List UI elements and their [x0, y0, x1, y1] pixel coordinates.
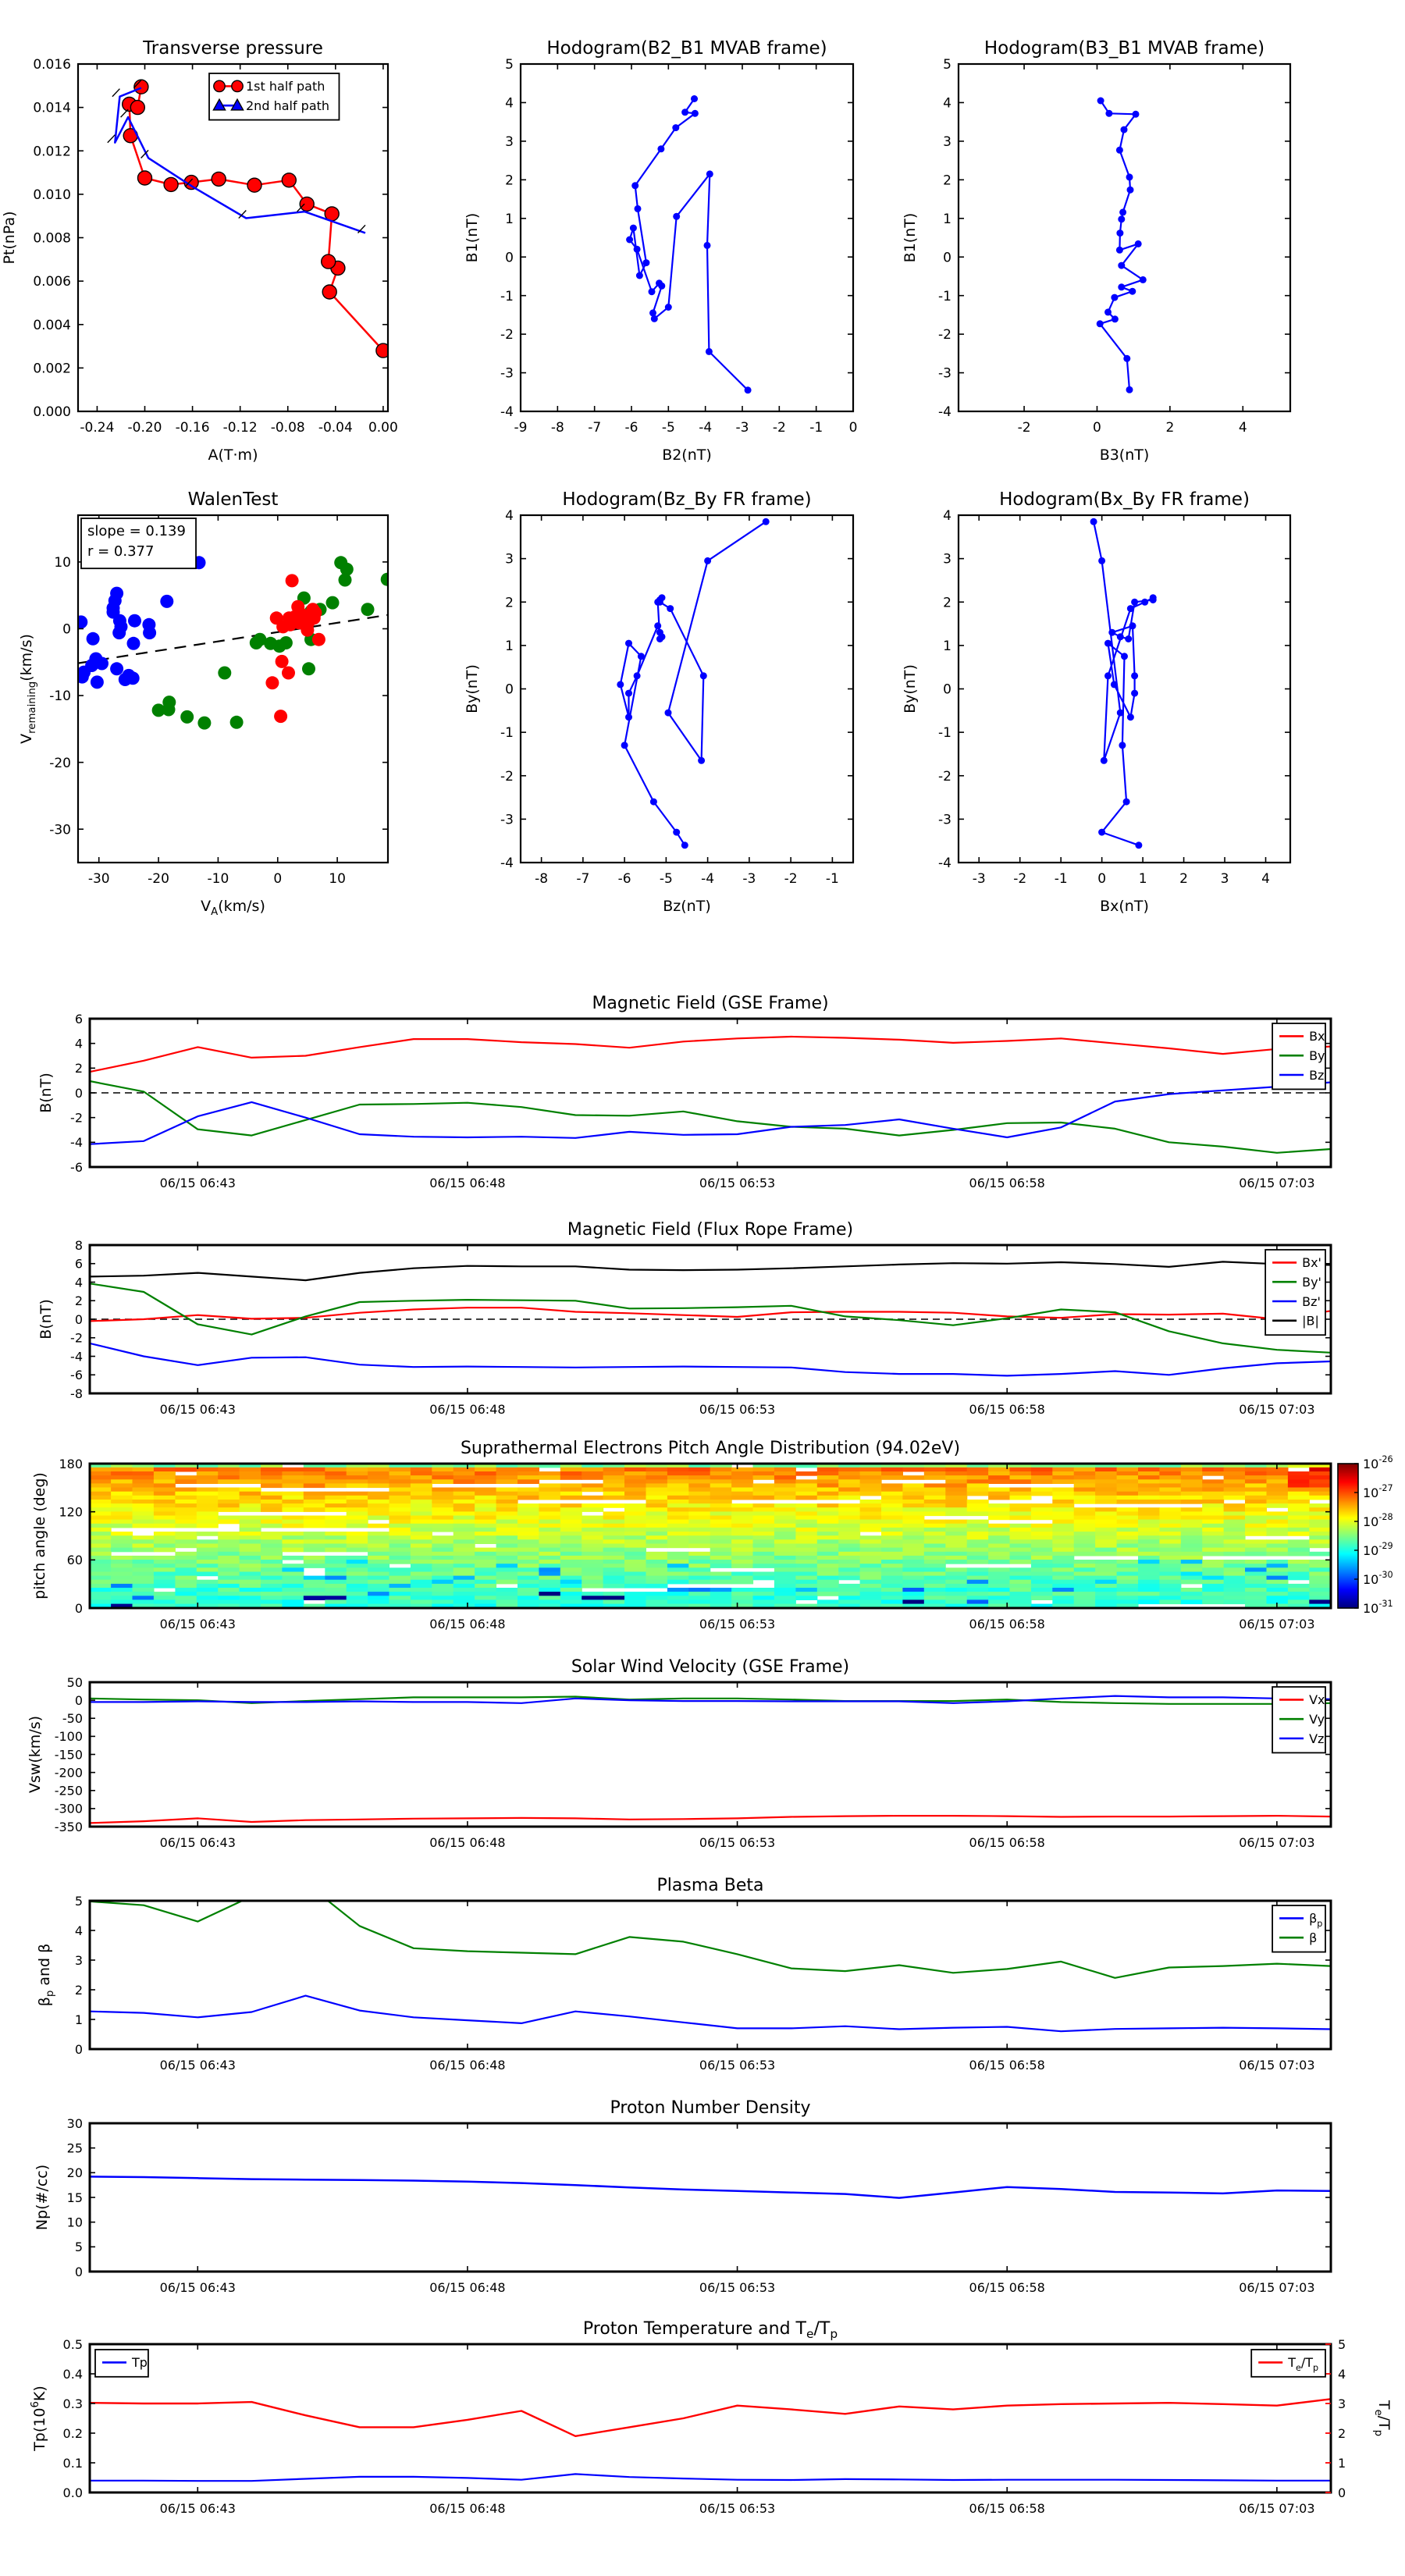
svg-text:WalenTest: WalenTest	[187, 489, 279, 510]
svg-text:Hodogram(B2_B1 MVAB frame): Hodogram(B2_B1 MVAB frame)	[546, 38, 827, 59]
svg-text:β: β	[1309, 1930, 1318, 1945]
svg-text:B(nT): B(nT)	[37, 1073, 55, 1113]
chart-beta	[36, 1876, 1331, 2073]
svg-text:0: 0	[943, 681, 951, 698]
svg-text:2: 2	[1179, 871, 1188, 887]
svg-text:VA​(km/s): $V_A(km/s)$	[201, 898, 265, 918]
svg-text:4: 4	[505, 508, 514, 525]
svg-text:-7: -7	[576, 871, 590, 887]
chart-b-gse-series-by	[90, 1081, 1331, 1153]
chart-walen-test-series-group-2	[152, 556, 394, 729]
chart-tp	[30, 2319, 1393, 2516]
svg-text:06/15 07:03: 06/15 07:03	[1239, 1617, 1315, 1631]
svg-text:Bz: Bz	[1309, 1067, 1325, 1083]
svg-text:4: 4	[943, 95, 951, 112]
svg-text:-100: -100	[54, 1729, 83, 1745]
svg-text:2: 2	[943, 173, 951, 189]
chart-transverse-pressure-series-1st-half-path	[123, 80, 390, 358]
svg-text:06/15 06:48: 06/15 06:48	[429, 2280, 506, 2295]
svg-text:B2(nT): B2(nT)	[662, 447, 712, 464]
svg-text:By': By'	[1302, 1274, 1321, 1290]
svg-text:B(nT): B(nT)	[37, 1299, 55, 1340]
svg-text:2: 2	[943, 595, 951, 611]
svg-text:-0.04: -0.04	[318, 420, 353, 436]
chart-walen-test-annotation	[81, 518, 196, 568]
svg-text:06/15 06:43: 06/15 06:43	[159, 2501, 236, 2516]
svg-text:Bx(nT): Bx(nT)	[1100, 898, 1149, 915]
svg-text:06/15 06:58: 06/15 06:58	[969, 1835, 1045, 1850]
svg-text:-3: -3	[735, 420, 749, 436]
svg-text:0: 0	[505, 250, 514, 266]
svg-text:0.2: 0.2	[62, 2425, 83, 2441]
svg-text:2: 2	[1338, 2425, 1346, 2441]
chart-walen-test	[18, 489, 394, 918]
svg-text:10-28​: $10^{-28}$	[1363, 1512, 1393, 1529]
svg-text:4: 4	[1261, 871, 1270, 887]
svg-text:-1: -1	[500, 725, 514, 742]
svg-text:Bx: Bx	[1309, 1029, 1325, 1044]
svg-text:-0.12: -0.12	[222, 420, 258, 436]
chart-beta-legend	[1272, 1905, 1325, 1952]
svg-text:-20: -20	[148, 871, 169, 887]
chart-vsw	[27, 1657, 1331, 1850]
svg-text:-300: -300	[54, 1801, 83, 1816]
svg-text:-3: -3	[742, 871, 756, 887]
svg-text:A(T·m): A(T·m)	[208, 447, 258, 464]
chart-hodogram-b3-b1-series-b3-b1-path	[1097, 98, 1147, 393]
svg-text:-8: -8	[535, 871, 549, 887]
svg-text:10: 10	[54, 555, 71, 571]
svg-text:0: 0	[1338, 2485, 1346, 2500]
chart-tp-legend	[1251, 2350, 1325, 2377]
svg-text:5: 5	[1338, 2336, 1346, 2352]
svg-text:-3: -3	[972, 871, 986, 887]
svg-text:60: 60	[66, 1553, 83, 1568]
svg-text:-0.16: -0.16	[175, 420, 210, 436]
svg-text:-6: -6	[617, 871, 631, 887]
svg-text:-3: -3	[500, 812, 514, 828]
svg-text:-250: -250	[54, 1783, 83, 1799]
svg-text:-4: -4	[938, 404, 951, 421]
svg-text:06/15 06:48: 06/15 06:48	[429, 1176, 506, 1190]
svg-text:120: 120	[59, 1504, 83, 1520]
svg-text:1: 1	[505, 211, 514, 227]
svg-text:Tp: Tp	[132, 2355, 148, 2371]
svg-text:βp​: $\beta_p$	[1309, 1911, 1323, 1930]
svg-text:0: 0	[74, 1692, 83, 1708]
svg-text:06/15 06:53: 06/15 06:53	[699, 2058, 776, 2073]
svg-text:Tp(106​K): $Tp(10^6K)$	[30, 2386, 48, 2451]
svg-text:06/15 06:53: 06/15 06:53	[699, 1402, 776, 1417]
svg-text:-6: -6	[624, 420, 638, 436]
svg-text:06/15 06:43: 06/15 06:43	[159, 2280, 236, 2295]
svg-text:10-30​: $10^{-30}$	[1363, 1570, 1393, 1587]
svg-text:Vy: Vy	[1309, 1711, 1325, 1727]
svg-text:0.004: 0.004	[33, 317, 71, 333]
svg-text:0.4: 0.4	[62, 2366, 83, 2382]
svg-text:06/15 06:43: 06/15 06:43	[159, 1617, 236, 1631]
svg-text:Bz': Bz'	[1302, 1293, 1321, 1309]
svg-text:0.016: 0.016	[33, 57, 71, 73]
svg-text:06/15 07:03: 06/15 07:03	[1239, 2058, 1315, 2073]
svg-text:-2: -2	[938, 768, 951, 785]
svg-text:-5: -5	[661, 420, 675, 436]
svg-text:0: 0	[273, 871, 283, 887]
svg-text:10: 10	[329, 871, 346, 887]
svg-text:-8: -8	[550, 420, 564, 436]
svg-text:Transverse pressure: Transverse pressure	[143, 38, 323, 59]
svg-text:-2: -2	[70, 1110, 83, 1126]
svg-text:3: 3	[505, 551, 514, 568]
svg-text:06/15 06:53: 06/15 06:53	[699, 2280, 776, 2295]
svg-text:0.3: 0.3	[62, 2396, 83, 2411]
svg-text:Bz(nT): Bz(nT)	[663, 898, 711, 915]
svg-text:3: 3	[505, 134, 514, 151]
chart-walen-test-series-group-1	[74, 556, 205, 688]
svg-text:-4: -4	[70, 1349, 83, 1364]
svg-text:20: 20	[66, 2165, 83, 2181]
chart-hodogram-bz-by	[464, 489, 853, 915]
svg-text:06/15 06:53: 06/15 06:53	[699, 1617, 776, 1631]
chart-b-gse-legend	[1272, 1023, 1325, 1089]
svg-text:-4: -4	[70, 1135, 83, 1151]
svg-text:-3: -3	[500, 365, 514, 382]
svg-text:10-26​: $10^{-26}$	[1363, 1454, 1393, 1471]
chart-hodogram-b3-b1	[902, 38, 1290, 464]
svg-text:30: 30	[66, 2115, 83, 2131]
chart-b-fr-series--b-	[90, 1261, 1331, 1280]
svg-text:0.00: 0.00	[368, 420, 398, 436]
svg-text:Te​/Tp​: $T_e/T_p$	[1288, 2355, 1319, 2374]
svg-text:06/15 06:43: 06/15 06:43	[159, 1835, 236, 1850]
svg-text:06/15 06:58: 06/15 06:58	[969, 1617, 1045, 1631]
svg-text:06/15 06:58: 06/15 06:58	[969, 2280, 1045, 2295]
svg-text:2: 2	[74, 1293, 83, 1309]
pad-heatmap-cells	[90, 1464, 1332, 1609]
chart-transverse-pressure	[1, 38, 398, 464]
svg-text:-10: -10	[49, 688, 71, 705]
svg-text:Vsw(km/s): Vsw(km/s)	[27, 1715, 44, 1794]
svg-text:06/15 07:03: 06/15 07:03	[1239, 1835, 1315, 1850]
svg-text:-200: -200	[54, 1765, 83, 1781]
chart-np-series-np	[90, 2176, 1331, 2197]
svg-text:-1: -1	[809, 420, 823, 436]
chart-hodogram-b2-b1-series-b2-b1-path	[626, 95, 752, 393]
svg-text:4: 4	[943, 508, 951, 525]
svg-text:-9: -9	[514, 420, 528, 436]
chart-hodogram-bx-by-series-bx-by-path	[1090, 518, 1157, 849]
svg-text:-6: -6	[70, 1159, 83, 1175]
svg-text:-2: -2	[500, 768, 514, 785]
svg-text:0.002: 0.002	[33, 361, 71, 377]
svg-text:Hodogram(Bx_By FR frame): Hodogram(Bx_By FR frame)	[999, 489, 1250, 510]
svg-text:4: 4	[1338, 2366, 1346, 2382]
svg-text:0: 0	[74, 1311, 83, 1327]
svg-text:-1: -1	[938, 288, 951, 304]
svg-text:-4: -4	[699, 420, 713, 436]
svg-text:180: 180	[59, 1456, 83, 1471]
svg-text:0.014: 0.014	[33, 100, 71, 116]
chart-beta-series--	[90, 1883, 1331, 1978]
svg-text:1: 1	[943, 211, 951, 227]
svg-text:2: 2	[74, 1061, 83, 1076]
svg-text:1: 1	[505, 638, 514, 654]
svg-text:4: 4	[1238, 420, 1247, 436]
svg-text:-3: -3	[938, 365, 951, 382]
chart-b-fr-legend	[1265, 1250, 1325, 1335]
svg-text:06/15 06:53: 06/15 06:53	[699, 1176, 776, 1190]
svg-text:By(nT): By(nT)	[902, 664, 919, 713]
svg-text:-350: -350	[54, 1819, 83, 1834]
chart-b-gse-series-bz	[90, 1083, 1331, 1144]
svg-text:2: 2	[1165, 420, 1175, 436]
svg-text:50: 50	[66, 1674, 83, 1690]
svg-text:B1(nT): B1(nT)	[464, 212, 481, 263]
chart-vsw-series-vz	[90, 1696, 1331, 1703]
svg-text:-2: -2	[1017, 420, 1031, 436]
svg-text:10-29​: $10^{-29}$	[1363, 1541, 1393, 1558]
svg-text:0: 0	[74, 1085, 83, 1101]
svg-text:-10: -10	[207, 871, 229, 887]
svg-text:3: 3	[1220, 871, 1229, 887]
chart-tp-legend	[95, 2350, 148, 2377]
svg-text:Te​/Tp​: $T_e/T_p$	[1372, 2400, 1393, 2437]
svg-text:Np(#/cc): Np(#/cc)	[34, 2164, 51, 2231]
svg-text:2: 2	[505, 595, 514, 611]
svg-text:-3: -3	[938, 812, 951, 828]
svg-text:06/15 06:58: 06/15 06:58	[969, 1402, 1045, 1417]
svg-text:-6: -6	[70, 1368, 83, 1383]
svg-text:-7: -7	[588, 420, 602, 436]
svg-text:-0.08: -0.08	[270, 420, 305, 436]
svg-text:0.000: 0.000	[33, 404, 71, 421]
svg-text:-0.24: -0.24	[80, 420, 115, 436]
svg-text:By: By	[1309, 1048, 1325, 1063]
svg-text:1st half path: 1st half path	[246, 79, 325, 94]
svg-text:Suprathermal Electrons Pitch A: Suprathermal Electrons Pitch Angle Distribution (94.02eV)	[460, 1439, 961, 1458]
svg-text:3: 3	[74, 1952, 83, 1968]
chart-transverse-pressure-legend	[209, 73, 339, 120]
chart-pad	[31, 1439, 1393, 1631]
chart-b-gse	[37, 994, 1331, 1190]
svg-text:|B|: |B|	[1302, 1313, 1319, 1329]
svg-text:06/15 06:53: 06/15 06:53	[699, 2501, 776, 2516]
svg-text:-2: -2	[1013, 871, 1027, 887]
svg-text:1: 1	[74, 2012, 83, 2027]
svg-text:3: 3	[1338, 2396, 1346, 2411]
svg-text:0.006: 0.006	[33, 274, 71, 290]
svg-text:-1: -1	[1054, 871, 1068, 887]
svg-text:0: 0	[74, 2041, 83, 2057]
svg-text:0: 0	[74, 1600, 83, 1616]
svg-text:5: 5	[74, 2240, 83, 2255]
svg-text:0.010: 0.010	[33, 187, 71, 203]
svg-text:-1: -1	[825, 871, 839, 887]
svg-text:Magnetic Field (Flux Rope Fram: Magnetic Field (Flux Rope Frame)	[567, 1220, 854, 1240]
svg-text:1: 1	[1338, 2455, 1346, 2471]
svg-text:3: 3	[943, 551, 951, 568]
svg-text:0: 0	[1093, 420, 1101, 436]
chart-b-gse-series-bx	[90, 1037, 1331, 1072]
svg-text:Vz: Vz	[1309, 1731, 1325, 1746]
svg-text:6: 6	[74, 1011, 83, 1026]
svg-text:06/15 06:48: 06/15 06:48	[429, 1402, 506, 1417]
svg-text:06/15 06:43: 06/15 06:43	[159, 1176, 236, 1190]
chart-vsw-legend	[1272, 1687, 1325, 1752]
svg-text:-5: -5	[659, 871, 673, 887]
svg-text:-1: -1	[500, 288, 514, 304]
svg-text:4: 4	[505, 95, 514, 112]
svg-text:06/15 06:58: 06/15 06:58	[969, 2058, 1045, 2073]
svg-text:0: 0	[62, 621, 71, 638]
svg-text:slope = 0.139: slope = 0.139	[87, 523, 186, 539]
svg-text:-4: -4	[701, 871, 715, 887]
svg-text:5: 5	[943, 57, 951, 73]
svg-text:6: 6	[74, 1256, 83, 1272]
svg-text:06/15 06:58: 06/15 06:58	[969, 2501, 1045, 2516]
svg-text:-2: -2	[500, 327, 514, 343]
chart-tp-series-tp	[90, 2474, 1331, 2481]
svg-text:06/15 06:48: 06/15 06:48	[429, 1835, 506, 1850]
svg-text:10: 10	[66, 2215, 83, 2230]
svg-text:4: 4	[74, 1923, 83, 1938]
svg-text:Hodogram(B3_B1 MVAB frame): Hodogram(B3_B1 MVAB frame)	[984, 38, 1265, 59]
svg-text:-2: -2	[784, 871, 798, 887]
svg-text:06/15 07:03: 06/15 07:03	[1239, 1402, 1315, 1417]
svg-text:-4: -4	[938, 856, 951, 872]
svg-text:0: 0	[1097, 871, 1107, 887]
svg-text:0.0: 0.0	[62, 2485, 83, 2500]
svg-text:06/15 06:58: 06/15 06:58	[969, 1176, 1045, 1190]
svg-text:-30: -30	[87, 871, 110, 887]
svg-text:06/15 06:48: 06/15 06:48	[429, 2058, 506, 2073]
svg-text:8: 8	[74, 1237, 83, 1253]
svg-text:-20: -20	[49, 755, 71, 771]
svg-text:0.012: 0.012	[33, 144, 71, 160]
svg-text:pitch angle (deg): pitch angle (deg)	[31, 1472, 48, 1599]
svg-text:Magnetic Field (GSE Frame): Magnetic Field (GSE Frame)	[592, 994, 829, 1013]
svg-text:Plasma Beta: Plasma Beta	[656, 1876, 764, 1895]
svg-text:Pt(nPa): Pt(nPa)	[1, 211, 18, 265]
svg-text:0.1: 0.1	[62, 2455, 83, 2471]
chart-tp-series-te-tp	[90, 2399, 1331, 2436]
svg-text:-8: -8	[70, 1386, 83, 1401]
svg-text:10-27​: $10^{-27}$	[1363, 1483, 1393, 1500]
svg-text:0: 0	[505, 681, 514, 698]
svg-text:r = 0.377: r = 0.377	[87, 543, 155, 560]
svg-text:Proton Temperature and Te​/Tp​: Proton Temperature and $T_e/T_p$	[582, 2319, 838, 2341]
svg-text:-2: -2	[70, 1330, 83, 1346]
chart-hodogram-bx-by	[902, 489, 1290, 915]
svg-text:βp​ and β: $\beta_p$ and β	[36, 1943, 56, 2007]
svg-text:Proton Number Density: Proton Number Density	[610, 2098, 811, 2118]
pad-colorbar	[1338, 1454, 1393, 1616]
svg-text:-50: -50	[62, 1711, 83, 1727]
svg-text:-2: -2	[772, 420, 786, 436]
svg-text:5: 5	[505, 57, 514, 73]
svg-text:06/15 07:03: 06/15 07:03	[1239, 2501, 1315, 2516]
chart-vsw-series-vx	[90, 1816, 1331, 1823]
svg-text:0: 0	[943, 250, 951, 266]
svg-text:2nd half path: 2nd half path	[246, 98, 330, 113]
chart-hodogram-bz-by-series-bz-by-path	[617, 518, 769, 849]
svg-text:By(nT): By(nT)	[464, 664, 481, 713]
svg-text:5: 5	[74, 1893, 83, 1909]
svg-text:-30: -30	[49, 822, 71, 838]
svg-text:B3(nT): B3(nT)	[1099, 447, 1150, 464]
svg-text:Vremaining​(km/s): $V_{remaining}(km/s)$	[18, 634, 38, 744]
svg-text:06/15 07:03: 06/15 07:03	[1239, 1176, 1315, 1190]
svg-text:Solar Wind Velocity (GSE Frame: Solar Wind Velocity (GSE Frame)	[571, 1657, 850, 1677]
svg-text:1: 1	[943, 638, 951, 654]
svg-text:1: 1	[1138, 871, 1147, 887]
svg-text:06/15 06:43: 06/15 06:43	[159, 2058, 236, 2073]
chart-np	[34, 2098, 1331, 2295]
svg-text:Bx': Bx'	[1302, 1255, 1321, 1271]
chart-beta-series--p	[90, 1996, 1331, 2032]
svg-text:0: 0	[848, 420, 858, 436]
chart-b-fr	[37, 1220, 1331, 1417]
svg-text:06/15 06:43: 06/15 06:43	[159, 1402, 236, 1417]
svg-text:06/15 06:48: 06/15 06:48	[429, 1617, 506, 1631]
svg-text:4: 4	[74, 1036, 83, 1051]
svg-text:06/15 07:03: 06/15 07:03	[1239, 2280, 1315, 2295]
svg-text:-4: -4	[500, 856, 514, 872]
svg-text:2: 2	[505, 173, 514, 189]
svg-text:06/15 06:48: 06/15 06:48	[429, 2501, 506, 2516]
svg-text:0: 0	[74, 2264, 83, 2279]
svg-text:2: 2	[74, 1982, 83, 1998]
svg-text:15: 15	[66, 2190, 83, 2205]
chart-hodogram-b2-b1	[464, 38, 857, 464]
svg-text:Vx: Vx	[1309, 1692, 1325, 1708]
chart-b-fr-series-bz-	[90, 1343, 1331, 1376]
svg-text:0.5: 0.5	[62, 2336, 83, 2352]
svg-text:-0.20: -0.20	[127, 420, 162, 436]
svg-text:10-31​: $10^{-31}$	[1363, 1599, 1393, 1616]
svg-text:B1(nT): B1(nT)	[902, 212, 919, 263]
svg-text:Hodogram(Bz_By FR frame): Hodogram(Bz_By FR frame)	[562, 489, 812, 510]
svg-text:-2: -2	[938, 327, 951, 343]
svg-text:06/15 06:53: 06/15 06:53	[699, 1835, 776, 1850]
svg-text:3: 3	[943, 134, 951, 151]
svg-text:-4: -4	[500, 404, 514, 421]
svg-text:0.008: 0.008	[33, 230, 71, 247]
svg-text:4: 4	[74, 1275, 83, 1290]
svg-text:25: 25	[66, 2140, 83, 2156]
svg-text:-1: -1	[938, 725, 951, 742]
svg-text:-150: -150	[54, 1747, 83, 1763]
